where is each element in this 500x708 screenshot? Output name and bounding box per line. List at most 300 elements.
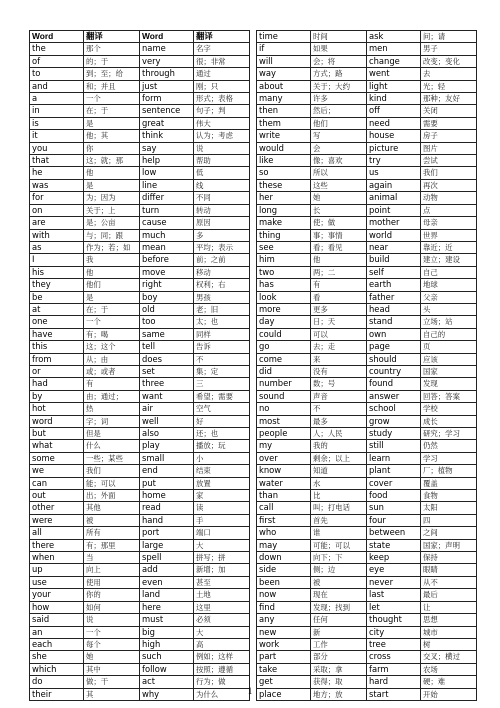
word-cell: your	[30, 589, 84, 601]
word-cell: what	[30, 440, 84, 452]
word-cell: who	[257, 527, 311, 539]
translation-cell: 一些；某些	[84, 452, 140, 464]
table-row	[257, 490, 477, 502]
word-cell: again	[367, 179, 421, 191]
translation-cell: 立场；站	[421, 316, 477, 328]
word-cell: state	[367, 539, 421, 551]
translation-cell: 向上	[84, 564, 140, 576]
word-cell: boy	[140, 291, 194, 303]
translation-cell: 尝试	[421, 155, 477, 167]
translation-cell: 母亲	[421, 217, 477, 229]
table-row	[257, 539, 477, 551]
translation-cell: 有；那里	[84, 539, 140, 551]
translation-cell: 现在	[311, 589, 367, 601]
translation-cell: 向下；下	[311, 552, 367, 564]
table-row	[30, 527, 250, 539]
word-cell: first	[257, 514, 311, 526]
translation-cell: 与；同；跟	[84, 229, 140, 241]
word-cell: well	[140, 415, 194, 427]
translation-cell: 这；这个	[84, 341, 140, 353]
translation-cell: 这些	[311, 179, 367, 191]
translation-cell: 老；旧	[194, 303, 250, 315]
translation-cell: 太；也	[194, 316, 250, 328]
translation-cell: 热	[84, 403, 140, 415]
word-cell: never	[367, 576, 421, 588]
translation-cell: 去；走	[311, 341, 367, 353]
table-row	[257, 626, 477, 638]
word-cell: world	[367, 229, 421, 241]
table-row	[30, 179, 250, 191]
translation-cell: 通过	[194, 68, 250, 80]
translation-cell: 图片	[421, 142, 477, 154]
word-cell: study	[367, 428, 421, 440]
translation-cell: 其他	[84, 502, 140, 514]
word-cell: own	[367, 328, 421, 340]
translation-cell: 光；轻	[421, 80, 477, 92]
table-row	[30, 514, 250, 526]
translation-cell: 她	[84, 651, 140, 663]
table-row	[30, 117, 250, 129]
word-cell: name	[140, 43, 194, 55]
word-cell: of	[30, 55, 84, 67]
translation-cell: 的；于	[84, 55, 140, 67]
translation-cell: 端口	[194, 527, 250, 539]
translation-cell: 水	[311, 477, 367, 489]
table-row	[257, 390, 477, 402]
translation-cell: 可能；可以	[311, 539, 367, 551]
table-row	[30, 390, 250, 402]
word-cell: when	[30, 552, 84, 564]
translation-cell: 思想	[421, 614, 477, 626]
word-cell: start	[367, 688, 421, 700]
translation-cell: 有	[311, 279, 367, 291]
word-cell: most	[257, 415, 311, 427]
translation-cell: 所有	[84, 527, 140, 539]
translation-cell: 叫；打电话	[311, 502, 367, 514]
table-row	[30, 105, 250, 117]
word-cell: see	[257, 241, 311, 253]
word-cell: get	[257, 676, 311, 688]
word-cell: last	[367, 589, 421, 601]
table-row	[257, 564, 477, 576]
translation-cell: 硬；难	[421, 676, 477, 688]
translation-cell: 移动	[194, 266, 250, 278]
word-cell: a	[30, 93, 84, 105]
translation-cell: 看；看见	[311, 241, 367, 253]
word-cell: would	[257, 142, 311, 154]
word-cell: them	[257, 117, 311, 129]
word-cell: build	[367, 254, 421, 266]
word-cell: great	[140, 117, 194, 129]
word-cell: near	[367, 241, 421, 253]
table-row	[30, 490, 250, 502]
word-cell: play	[140, 440, 194, 452]
word-cell: will	[257, 55, 311, 67]
word-cell: people	[257, 428, 311, 440]
table-row	[30, 589, 250, 601]
word-cell: many	[257, 93, 311, 105]
word-cell: has	[257, 279, 311, 291]
translation-cell: 形式；表格	[194, 93, 250, 105]
word-cell: than	[257, 490, 311, 502]
translation-cell: 如果	[311, 43, 367, 55]
translation-cell: 学校	[421, 403, 477, 415]
table-row	[30, 55, 250, 67]
translation-cell: 研究；学习	[421, 428, 477, 440]
word-cell: say	[140, 142, 194, 154]
translation-cell: 更多	[311, 303, 367, 315]
table-row	[257, 229, 477, 241]
table-row	[257, 638, 477, 650]
translation-cell: 知道	[311, 465, 367, 477]
word-cell: kind	[367, 93, 421, 105]
translation-cell: 他们	[84, 279, 140, 291]
translation-cell: 自己的	[421, 328, 477, 340]
translation-cell: 父亲	[421, 291, 477, 303]
word-cell: any	[257, 614, 311, 626]
translation-cell: 采取；拿	[311, 663, 367, 675]
translation-cell: 是	[84, 179, 140, 191]
word-cell: know	[257, 465, 311, 477]
page-number: 1	[247, 686, 253, 696]
word-cell: cover	[367, 477, 421, 489]
word-cell: did	[257, 365, 311, 377]
word-cell: she	[30, 651, 84, 663]
word-cell: up	[30, 564, 84, 576]
word-cell: which	[30, 663, 84, 675]
translation-cell: 其中	[84, 663, 140, 675]
translation-cell: 那种；友好	[421, 93, 477, 105]
word-cell: point	[367, 204, 421, 216]
word-cell: us	[367, 167, 421, 179]
word-cell: some	[30, 452, 84, 464]
header-translation: 翻译	[84, 31, 140, 43]
translation-cell: 房子	[421, 130, 477, 142]
translation-cell: 再次	[421, 179, 477, 191]
translation-cell: 从；由	[84, 353, 140, 365]
word-cell: tell	[140, 341, 194, 353]
word-cell: try	[367, 155, 421, 167]
translation-cell: 集；定	[194, 365, 250, 377]
translation-cell: 低	[194, 167, 250, 179]
table-row	[30, 341, 250, 353]
word-cell: may	[257, 539, 311, 551]
table-row	[257, 465, 477, 477]
vocab-table-left	[29, 30, 250, 701]
word-cell: house	[367, 130, 421, 142]
word-cell: water	[257, 477, 311, 489]
word-cell: sound	[257, 390, 311, 402]
table-row	[257, 241, 477, 253]
translation-cell: 但是	[84, 428, 140, 440]
translation-cell: 还；也	[194, 428, 250, 440]
translation-cell: 所以	[311, 167, 367, 179]
translation-cell: 剩余；以上	[311, 452, 367, 464]
word-cell: father	[367, 291, 421, 303]
translation-cell: 不	[194, 353, 250, 365]
translation-cell: 地方；放	[311, 688, 367, 700]
table-row	[30, 93, 250, 105]
translation-cell: 希望；需要	[194, 390, 250, 402]
translation-cell: 是	[84, 117, 140, 129]
word-cell: place	[257, 688, 311, 700]
translation-cell: 学习	[421, 452, 477, 464]
translation-cell: 农场	[421, 663, 477, 675]
translation-cell: 做；干	[84, 676, 140, 688]
table-row	[257, 328, 477, 340]
word-cell: want	[140, 390, 194, 402]
word-cell: there	[30, 539, 84, 551]
table-row	[257, 55, 477, 67]
table-row	[257, 576, 477, 588]
translation-cell: 好	[194, 415, 250, 427]
word-cell: this	[30, 341, 84, 353]
word-cell: over	[257, 452, 311, 464]
word-cell: move	[140, 266, 194, 278]
word-cell: that	[30, 155, 84, 167]
table-row	[30, 155, 250, 167]
word-cell: just	[140, 80, 194, 92]
word-cell: light	[367, 80, 421, 92]
translation-cell: 发现	[421, 378, 477, 390]
translation-cell: 被	[311, 576, 367, 588]
word-cell: land	[140, 589, 194, 601]
translation-cell: 甚至	[194, 576, 250, 588]
table-row	[257, 589, 477, 601]
translation-cell: 必须	[194, 614, 250, 626]
translation-cell: 谁	[311, 527, 367, 539]
translation-cell: 眼睛	[421, 564, 477, 576]
translation-cell: 问；请	[421, 31, 477, 43]
table-row	[257, 601, 477, 613]
translation-cell: 字；词	[84, 415, 140, 427]
translation-cell: 开始	[421, 688, 477, 700]
table-row	[30, 663, 250, 675]
translation-cell: 国家	[421, 365, 477, 377]
translation-cell: 像；喜欢	[311, 155, 367, 167]
table-row	[30, 328, 250, 340]
word-cell: use	[30, 576, 84, 588]
header-word: Word	[140, 31, 194, 43]
translation-cell: 获得；取	[311, 676, 367, 688]
table-row	[30, 192, 250, 204]
word-cell: men	[367, 43, 421, 55]
word-cell: eye	[367, 564, 421, 576]
table-row	[257, 341, 477, 353]
translation-cell: 可以	[311, 328, 367, 340]
word-cell: think	[140, 130, 194, 142]
word-cell: cause	[140, 217, 194, 229]
table-row	[30, 80, 250, 92]
table-row	[30, 614, 250, 626]
table-row	[257, 428, 477, 440]
translation-cell: 首先	[311, 514, 367, 526]
table-row	[257, 105, 477, 117]
word-cell: they	[30, 279, 84, 291]
table-row	[257, 663, 477, 675]
table-row	[30, 477, 250, 489]
vocab-table-left-body	[30, 31, 250, 701]
word-cell: sentence	[140, 105, 194, 117]
translation-cell: 仍然	[421, 440, 477, 452]
word-cell: these	[257, 179, 311, 191]
word-cell: even	[140, 576, 194, 588]
table-row	[30, 539, 250, 551]
word-cell: home	[140, 490, 194, 502]
word-cell: you	[30, 142, 84, 154]
table-row	[257, 651, 477, 663]
word-cell: more	[257, 303, 311, 315]
word-cell: been	[257, 576, 311, 588]
translation-cell: 拼写；拼	[194, 552, 250, 564]
table-row	[30, 651, 250, 663]
word-cell: are	[30, 217, 84, 229]
translation-cell: 小	[194, 452, 250, 464]
translation-cell: 动物	[421, 192, 477, 204]
translation-cell: 空气	[194, 403, 250, 415]
word-cell: old	[140, 303, 194, 315]
translation-cell: 她	[311, 192, 367, 204]
word-cell: like	[257, 155, 311, 167]
translation-cell: 最多	[311, 415, 367, 427]
translation-cell: 发现；找到	[311, 601, 367, 613]
table-row	[30, 465, 250, 477]
translation-cell: 这里	[194, 601, 250, 613]
word-cell: must	[140, 614, 194, 626]
table-row	[257, 303, 477, 315]
translation-cell: 认为；考虑	[194, 130, 250, 142]
table-row	[30, 564, 250, 576]
translation-cell: 和；并且	[84, 80, 140, 92]
word-cell: follow	[140, 663, 194, 675]
word-cell: very	[140, 55, 194, 67]
word-cell: self	[367, 266, 421, 278]
translation-cell: 厂；植物	[421, 465, 477, 477]
translation-cell: 最后	[421, 589, 477, 601]
table-row	[30, 440, 250, 452]
word-cell: can	[30, 477, 84, 489]
word-cell: set	[140, 365, 194, 377]
word-cell: have	[30, 328, 84, 340]
word-cell: learn	[367, 452, 421, 464]
word-cell: look	[257, 291, 311, 303]
translation-cell: 由；通过；	[84, 390, 140, 402]
table-row	[257, 552, 477, 564]
translation-cell: 关于；大约	[311, 80, 367, 92]
translation-cell: 有；喝	[84, 328, 140, 340]
translation-cell: 为什么	[194, 688, 250, 700]
word-cell: in	[30, 105, 84, 117]
translation-cell: 一个	[84, 316, 140, 328]
translation-cell: 自己	[421, 266, 477, 278]
word-cell: differ	[140, 192, 194, 204]
word-cell: sun	[367, 502, 421, 514]
table-row	[30, 167, 250, 179]
word-cell: off	[367, 105, 421, 117]
translation-cell: 男子	[421, 43, 477, 55]
word-cell: hand	[140, 514, 194, 526]
table-row	[257, 452, 477, 464]
translation-cell: 刚；只	[194, 80, 250, 92]
translation-cell: 数；号	[311, 378, 367, 390]
translation-cell: 我	[84, 254, 140, 266]
word-cell: down	[257, 552, 311, 564]
table-row	[257, 378, 477, 390]
table-row	[30, 254, 250, 266]
table-row	[30, 415, 250, 427]
translation-cell: 任何	[311, 614, 367, 626]
table-row	[30, 638, 250, 650]
word-cell: were	[30, 514, 84, 526]
word-cell: by	[30, 390, 84, 402]
table-row	[30, 626, 250, 638]
translation-cell: 那个	[84, 43, 140, 55]
translation-cell: 国家；声明	[421, 539, 477, 551]
translation-cell: 伟大	[194, 117, 250, 129]
translation-cell: 使用	[84, 576, 140, 588]
table-row	[30, 142, 250, 154]
word-cell: find	[257, 601, 311, 613]
translation-cell: 长	[311, 204, 367, 216]
table-row	[257, 415, 477, 427]
translation-cell: 同样	[194, 328, 250, 340]
word-cell: went	[367, 68, 421, 80]
table-row	[257, 80, 477, 92]
word-cell: long	[257, 204, 311, 216]
table-row	[30, 241, 250, 253]
translation-cell: 新	[311, 626, 367, 638]
word-cell: cross	[367, 651, 421, 663]
translation-cell: 需要	[421, 117, 477, 129]
word-cell: come	[257, 353, 311, 365]
header-translation: 翻译	[194, 31, 250, 43]
word-cell: plant	[367, 465, 421, 477]
translation-cell: 高	[194, 638, 250, 650]
word-cell: same	[140, 328, 194, 340]
translation-cell: 到；至；给	[84, 68, 140, 80]
translation-cell: 交叉；横过	[421, 651, 477, 663]
table-row	[257, 254, 477, 266]
translation-cell: 覆盖	[421, 477, 477, 489]
word-cell: form	[140, 93, 194, 105]
table-row	[257, 514, 477, 526]
word-cell: so	[257, 167, 311, 179]
word-cell: as	[30, 241, 84, 253]
table-row	[30, 130, 250, 142]
table-row	[30, 452, 250, 464]
translation-cell: 结束	[194, 465, 250, 477]
word-cell: for	[30, 192, 84, 204]
word-cell: he	[30, 167, 84, 179]
translation-cell: 你的	[84, 589, 140, 601]
word-cell: had	[30, 378, 84, 390]
translation-cell: 这；就；那	[84, 155, 140, 167]
word-cell: we	[30, 465, 84, 477]
translation-cell: 大	[194, 539, 250, 551]
word-cell: or	[30, 365, 84, 377]
translation-cell: 如何	[84, 601, 140, 613]
word-cell: picture	[367, 142, 421, 154]
translation-cell: 能；可以	[84, 477, 140, 489]
translation-cell: 关于；上	[84, 204, 140, 216]
table-row	[30, 378, 250, 390]
table-row	[257, 142, 477, 154]
translation-cell: 方式；路	[311, 68, 367, 80]
word-cell: way	[257, 68, 311, 80]
word-cell: line	[140, 179, 194, 191]
table-row	[257, 502, 477, 514]
translation-cell: 平均；表示	[194, 241, 250, 253]
